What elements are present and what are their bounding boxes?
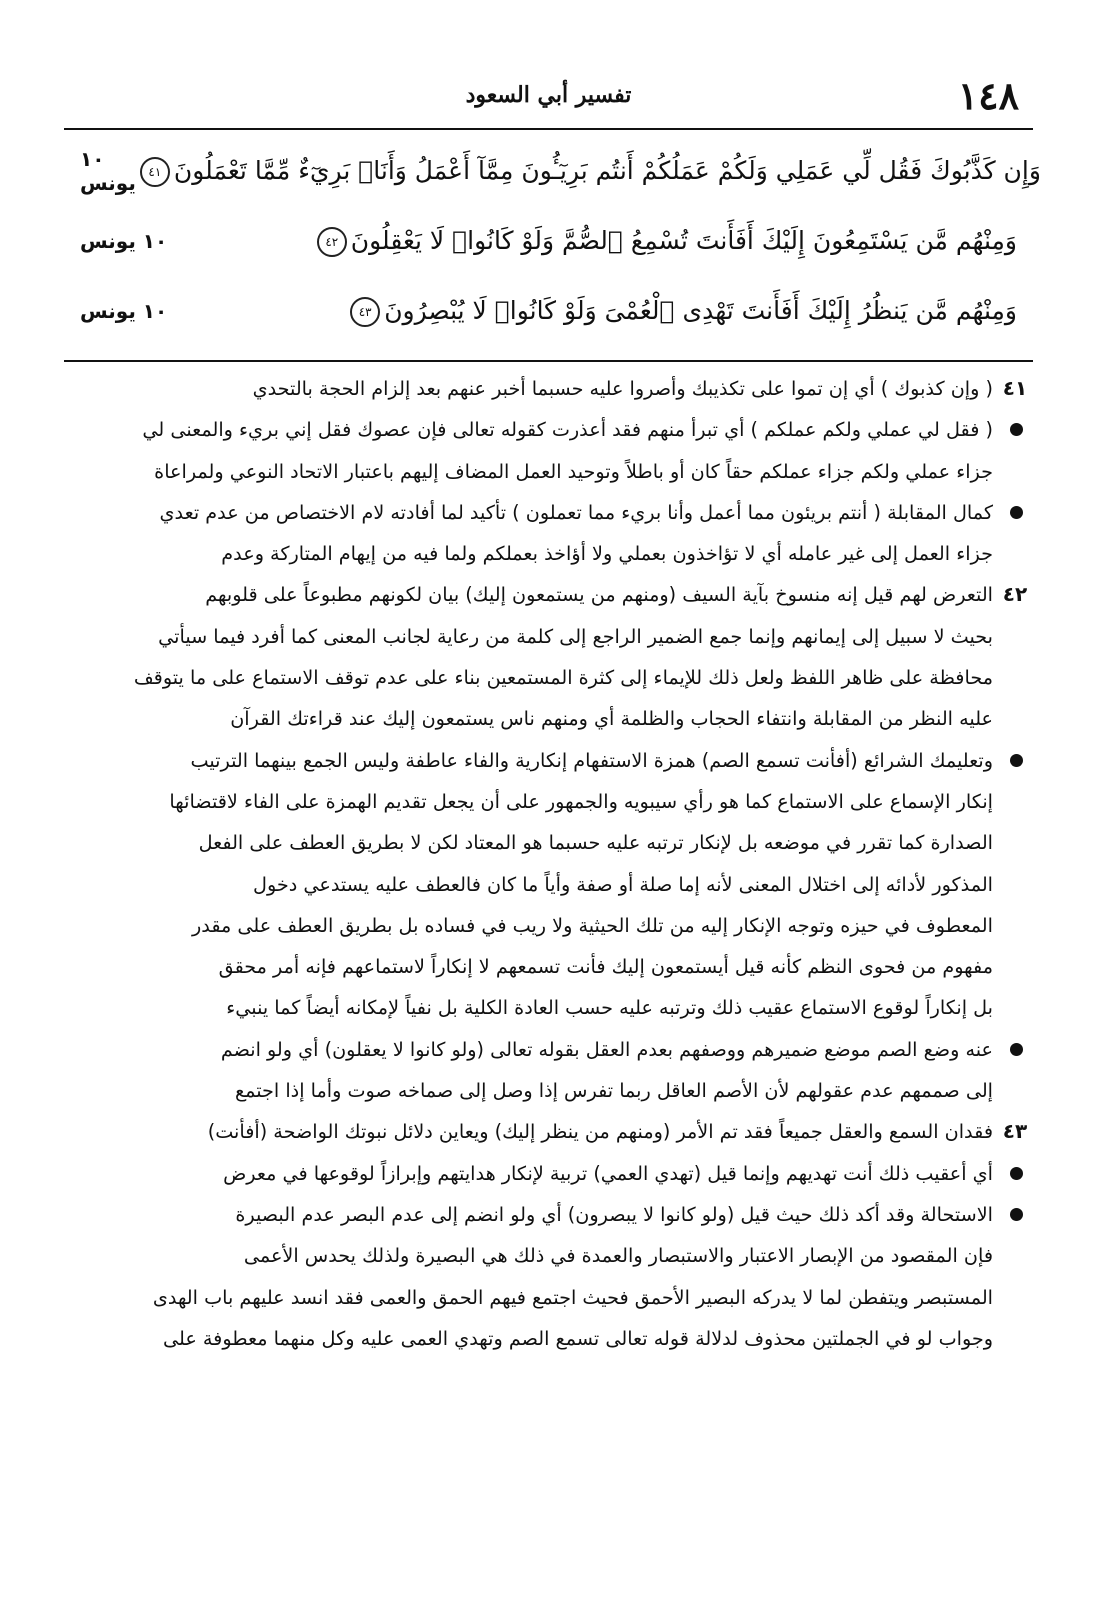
commentary-line-text: ( فقل لي عملي ولكم عملكم ) أي تبرأ منهم فقد أعذرت كقوله تعالى فإن عصوك فقل إني بريء والمعنى لي xyxy=(142,418,993,442)
commentary-line-text: الاستحالة وقد أكد ذلك حيث قيل (ولو كانوا لا يبصرون) أي ولو انضم إلى عدم البصر عدم البصيرة xyxy=(235,1202,993,1226)
commentary-line-text: عنه وضع الصم موضع ضميرهم ووصفهم بعدم العقل بقوله تعالى (ولو كانوا لا يعقلون) أي ولو انضم xyxy=(220,1037,993,1061)
verse-number-margin: ٤١ xyxy=(1002,376,1028,400)
verse-text-content: وَإِن كَذَّبُوكَ فَقُل لِّي عَمَلِي وَلَكُمْ عَمَلُكُمْ أَنتُم بَرِيٓـُٔونَ مِمَّآ أَعْمَلُ وَأَنَا۠ بَرِيٓءٌ مِّمَّا تَعْمَلُونَ xyxy=(173,155,1041,185)
commentary-line xyxy=(72,368,1031,409)
commentary-line-text: إنكار الإسماع على الاستماع كما هو رأي سيبويه والجمهور على أن يجعل تقديم الهمزة على الفاء لاقتضائها xyxy=(169,789,993,813)
commentary-line-text: كمال المقابلة ( أنتم بريئون مما أعمل وأنا بريء مما تعملون ) تأكيد لما أفادته لام الاختصاص من عدم تعدي xyxy=(159,500,993,524)
commentary-line-text: الصدارة كما تقرر في موضعه بل لإنكار ترتبه عليه حسبما هو المعتاد لكن لا بطريق العطف على الفعل xyxy=(198,831,993,855)
verse-number-marker: ٤٣ xyxy=(350,297,380,327)
commentary-line xyxy=(72,409,1031,450)
commentary-line xyxy=(72,1318,1031,1359)
verse-line xyxy=(80,136,1041,206)
commentary-line xyxy=(72,1111,1031,1152)
commentary-line xyxy=(72,533,1031,574)
verse-number-margin: ٤٢ xyxy=(1002,582,1028,607)
commentary-line-text: التعرض لهم قيل إنه منسوخ بآية السيف (ومنهم من يستمعون إليك) بيان لكونهم مطبوعاً على قلوبهم xyxy=(205,583,993,607)
commentary-line xyxy=(72,451,1031,492)
commentary-line-text: المستبصر ويتفطن لما لا يدركه البصير الأحمق فحيث اجتمع فيهم الحمق والعمى فقد انسد عليهم باب الهدى xyxy=(152,1285,993,1309)
commentary-line-text: ( وإن كذبوك ) أي إن تموا على تكذيبك وأصروا عليه حسبما أخبر عنهم بعد إلزام الحجة بالتحدي xyxy=(252,377,993,400)
bullet-marker xyxy=(1010,1043,1023,1056)
commentary-line xyxy=(72,864,1031,905)
verse-text-content: وَمِنْهُم مَّن يَسْتَمِعُونَ إِلَيْكَ أَفَأَنتَ تُسْمِعُ ٱلصُّمَّ وَلَوْ كَانُوا۟ لَا يَعْقِلُونَ xyxy=(350,225,1017,255)
commentary-line-text: إلى صممهم عدم عقولهم لأن الأصم العاقل ربما تفرس إذا وصل إلى صماخه صوت وأما إذا اجتمع xyxy=(234,1079,993,1103)
commentary-line xyxy=(72,1029,1031,1070)
commentary-line xyxy=(72,1235,1031,1276)
commentary-line xyxy=(72,492,1031,533)
verse-number-marker: ٤١ xyxy=(140,157,170,187)
commentary-line xyxy=(72,822,1031,863)
commentary-line-text: بحيث لا سبيل إلى إيمانهم وإنما جمع الضمير الراجع إلى كلمة من رعاية لجانب المعنى كما أفرد فيما سيأتي xyxy=(158,624,993,648)
header-rule xyxy=(64,128,1033,130)
commentary-line-text: محافظة على ظاهر اللفظ ولعل ذلك للإيماء إلى كثرة المستمعين بناء على عدم توقف الاستماع على ما يتوقف xyxy=(133,666,993,690)
page-number: ١٤٨ xyxy=(957,73,1019,118)
verse-text xyxy=(180,225,1017,258)
commentary-line-text: عليه النظر من المقابلة وانتفاء الحجاب والظلمة أي ومنهم ناس يستمعون إليك عند قراءتك القرآن xyxy=(230,707,993,731)
commentary-line xyxy=(72,1153,1031,1194)
verse-number-margin: ٤٣ xyxy=(1002,1119,1028,1144)
commentary-line-text: فإن المقصود من الإبصار الاعتبار والاستبصار والعمدة في ذلك هي البصيرة ولذلك يحدس الأعمى xyxy=(243,1244,993,1268)
commentary-line xyxy=(72,1277,1031,1318)
commentary-line-text: جزاء العمل إلى غير عامله أي لا تؤاخذون بعملي ولا أؤاخذ بعملكم ولما فيه من إيهام المتاركة وعدم xyxy=(221,542,993,566)
verse-text xyxy=(180,295,1017,328)
quran-verses xyxy=(80,136,1041,346)
commentary-line-text: فقدان السمع والعقل جميعاً فقد تم الأمر (ومنهم من ينظر إليك) ويعاين دلائل نبوتك الواضحة (أفأنت) xyxy=(207,1120,993,1144)
running-title: تفسير أبي السعود xyxy=(465,82,632,108)
verse-text xyxy=(136,155,1041,188)
commentary-line xyxy=(72,740,1031,781)
commentary-line-text: بل إنكاراً لوقوع الاستماع عقيب ذلك وترتبه عليه حسب العادة الكلية بل نفياً لإمكانه أيضاً كما ينبيء xyxy=(226,996,993,1020)
verse-line xyxy=(80,206,1017,276)
verse-line xyxy=(80,276,1017,346)
commentary-line-text: وجواب لو في الجملتين محذوف لدلالة قوله تعالى تسمع الصم وتهدي العمى عليه وكل منهما معطوفة على xyxy=(162,1326,993,1350)
bullet-marker xyxy=(1010,423,1023,436)
commentary-line-text: أي أعقيب ذلك أنت تهديهم وإنما قيل (تهدي العمي) تربية لإنكار هدايتهم وإبرازاً لوقوعها في معرض xyxy=(223,1161,993,1185)
commentary-line-text: المعطوف في حيزه وتوجه الإنكار إليه من تلك الحيثية ولا ريب في فساده بل بطريق العطف على مقدر xyxy=(191,913,993,937)
page-header xyxy=(70,68,1027,128)
commentary-line-text: المذكور لأدائه إلى اختلال المعنى لأنه إما صلة أو صفة وأياً ما كان فالعطف عليه يستدعي دخول xyxy=(253,872,993,896)
commentary-line xyxy=(72,987,1031,1028)
commentary-line xyxy=(72,657,1031,698)
commentary-line-text: وتعليمك الشرائع (أفأنت تسمع الصم) همزة الاستفهام إنكارية والفاء عاطفة وليس الجمع بينهما الترتيب xyxy=(190,748,993,772)
commentary-line xyxy=(72,616,1031,657)
commentary-line-text: جزاء عملي ولكم جزاء عملكم حقاً كان أو باطلاً وتوحيد العمل المضاف إليهم باعتبار الاتحاد النوعي ولمراعاة xyxy=(154,459,993,483)
commentary-line xyxy=(72,574,1031,615)
commentary-text xyxy=(72,368,1031,1359)
commentary-line xyxy=(72,1194,1031,1235)
verse-reference: ١٠ يونس xyxy=(80,299,168,323)
verse-number-marker: ٤٢ xyxy=(317,227,347,257)
verse-reference: ١٠ يونس xyxy=(80,229,168,253)
bullet-marker xyxy=(1010,1208,1023,1221)
bullet-marker xyxy=(1010,1167,1023,1180)
verse-text-content: وَمِنْهُم مَّن يَنظُرُ إِلَيْكَ أَفَأَنتَ تَهْدِى ٱلْعُمْىَ وَلَوْ كَانُوا۟ لَا يُبْصِرُونَ xyxy=(384,295,1017,325)
verse-separator-rule xyxy=(64,360,1033,362)
commentary-line xyxy=(72,946,1031,987)
commentary-line-text: مفهوم من فحوى النظم كأنه قيل أيستمعون إليك فأنت تسمعهم لا إنكاراً لاستماعهم فإنه أمر محقق xyxy=(218,955,993,979)
commentary-line xyxy=(72,698,1031,739)
bullet-marker xyxy=(1010,506,1023,519)
verse-reference: ١٠ يونس xyxy=(80,147,136,195)
commentary-line xyxy=(72,781,1031,822)
commentary-line xyxy=(72,1070,1031,1111)
bullet-marker xyxy=(1010,754,1023,767)
commentary-line xyxy=(72,905,1031,946)
